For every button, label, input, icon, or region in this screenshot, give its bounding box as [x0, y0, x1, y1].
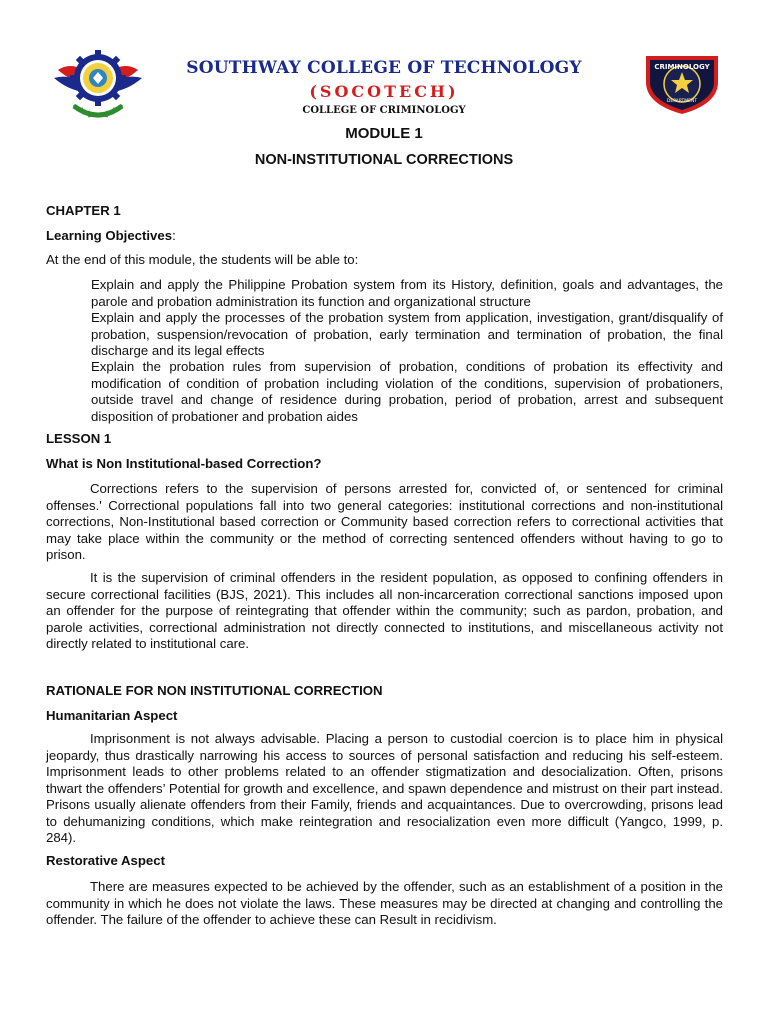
- restorative-heading: Restorative Aspect: [46, 853, 165, 868]
- college-department: COLLEGE OF CRIMINOLOGY: [302, 105, 466, 116]
- college-name: SOUTHWAY COLLEGE OF TECHNOLOGY: [186, 58, 582, 78]
- objective-item: Explain and apply the processes of the probation system from application, investigation, grant/disqualify of probation, suspension/revocation of probation, early termination and termination of probation, the final discharge and its legal effects: [91, 310, 723, 358]
- rationale-heading: RATIONALE FOR NON INSTITUTIONAL CORRECTION: [46, 683, 383, 698]
- shield-subtitle: DEPARTMENT: [666, 99, 698, 104]
- question-heading: What is Non Institutional-based Correction?: [46, 456, 322, 471]
- criminology-shield-icon: [640, 52, 724, 116]
- objectives-heading-line: [46, 228, 723, 245]
- objectives-heading: Learning Objectives: [46, 228, 173, 243]
- lesson-heading: LESSON 1: [46, 431, 112, 446]
- chapter-heading: CHAPTER 1: [46, 203, 121, 218]
- paragraph: There are measures expected to be achieved by the offender, such as an establishment of a position in the community in which he does not violate the laws. These measures may be directed at changing and controlling the offender. The failure of the offender to achieve these can Result in recidivism.: [46, 879, 723, 927]
- module-number: MODULE 1: [345, 125, 423, 142]
- paragraph: It is the supervision of criminal offenders in the resident population, as opposed to confining offenders in secure correctional facilities (BJS, 2021). This includes all non-incarceration correctional sanctions imposed upon an offender for the purpose of reintegrating that offender within the community; such as pardon, probation, and parole activities, correctional administration not directly connected to institutions, and miscellaneous activity not directly related to institutional care.: [46, 570, 723, 651]
- objectives-colon: :: [172, 228, 176, 243]
- paragraph: Corrections refers to the supervision of persons arrested for, convicted of, or sentenced for criminal offenses.' Correctional populations fall into two general categories: institutional corrections and non-institutional corrections, Non-Institutional based correction or Community based correction refers to correctional activities that may take place within the community or the method of correcting sentenced offenders without having to go to prison.: [46, 481, 723, 562]
- module-title: NON-INSTITUTIONAL CORRECTIONS: [254, 152, 514, 168]
- college-abbreviation: (SOCOTECH): [309, 82, 459, 101]
- shield-title: CRIMINOLOGY: [654, 63, 710, 71]
- objective-item: Explain and apply the Philippine Probation system from its History, definition, goals and advantages, the parole and probation administration its function and organizational structure: [91, 277, 723, 309]
- humanitarian-heading: Humanitarian Aspect: [46, 708, 178, 723]
- objective-item: Explain the probation rules from supervision of probation, conditions of probation its effectivity and modification of condition of probation including violation of the conditions, supervision of probationers, outside travel and change of residence during probation, period of probation, arrest and subsequent disposition of probationer and probation aides: [91, 359, 723, 424]
- objectives-intro: At the end of this module, the students will be able to:: [46, 252, 359, 267]
- paragraph: Imprisonment is not always advisable. Placing a person to custodial coercion is to place him in physical jeopardy, thus drastically narrowing his access to sources of personal satisfaction and reducing his self-esteem. Imprisonment leads to other problems related to an offender stigmatization and desocialization. Often, prisons thwart the offenders’ Potential for growth and excellence, and spawn dependence and mistrust on their part instead. Prisons usually alienate offenders from their Family, friends and acquaintances. Due to overcrowding, prisons lead to dehumanizing conditions, which make reintegration and resocialization even more difficult (Yangco, 1999, p. 284).: [46, 731, 723, 845]
